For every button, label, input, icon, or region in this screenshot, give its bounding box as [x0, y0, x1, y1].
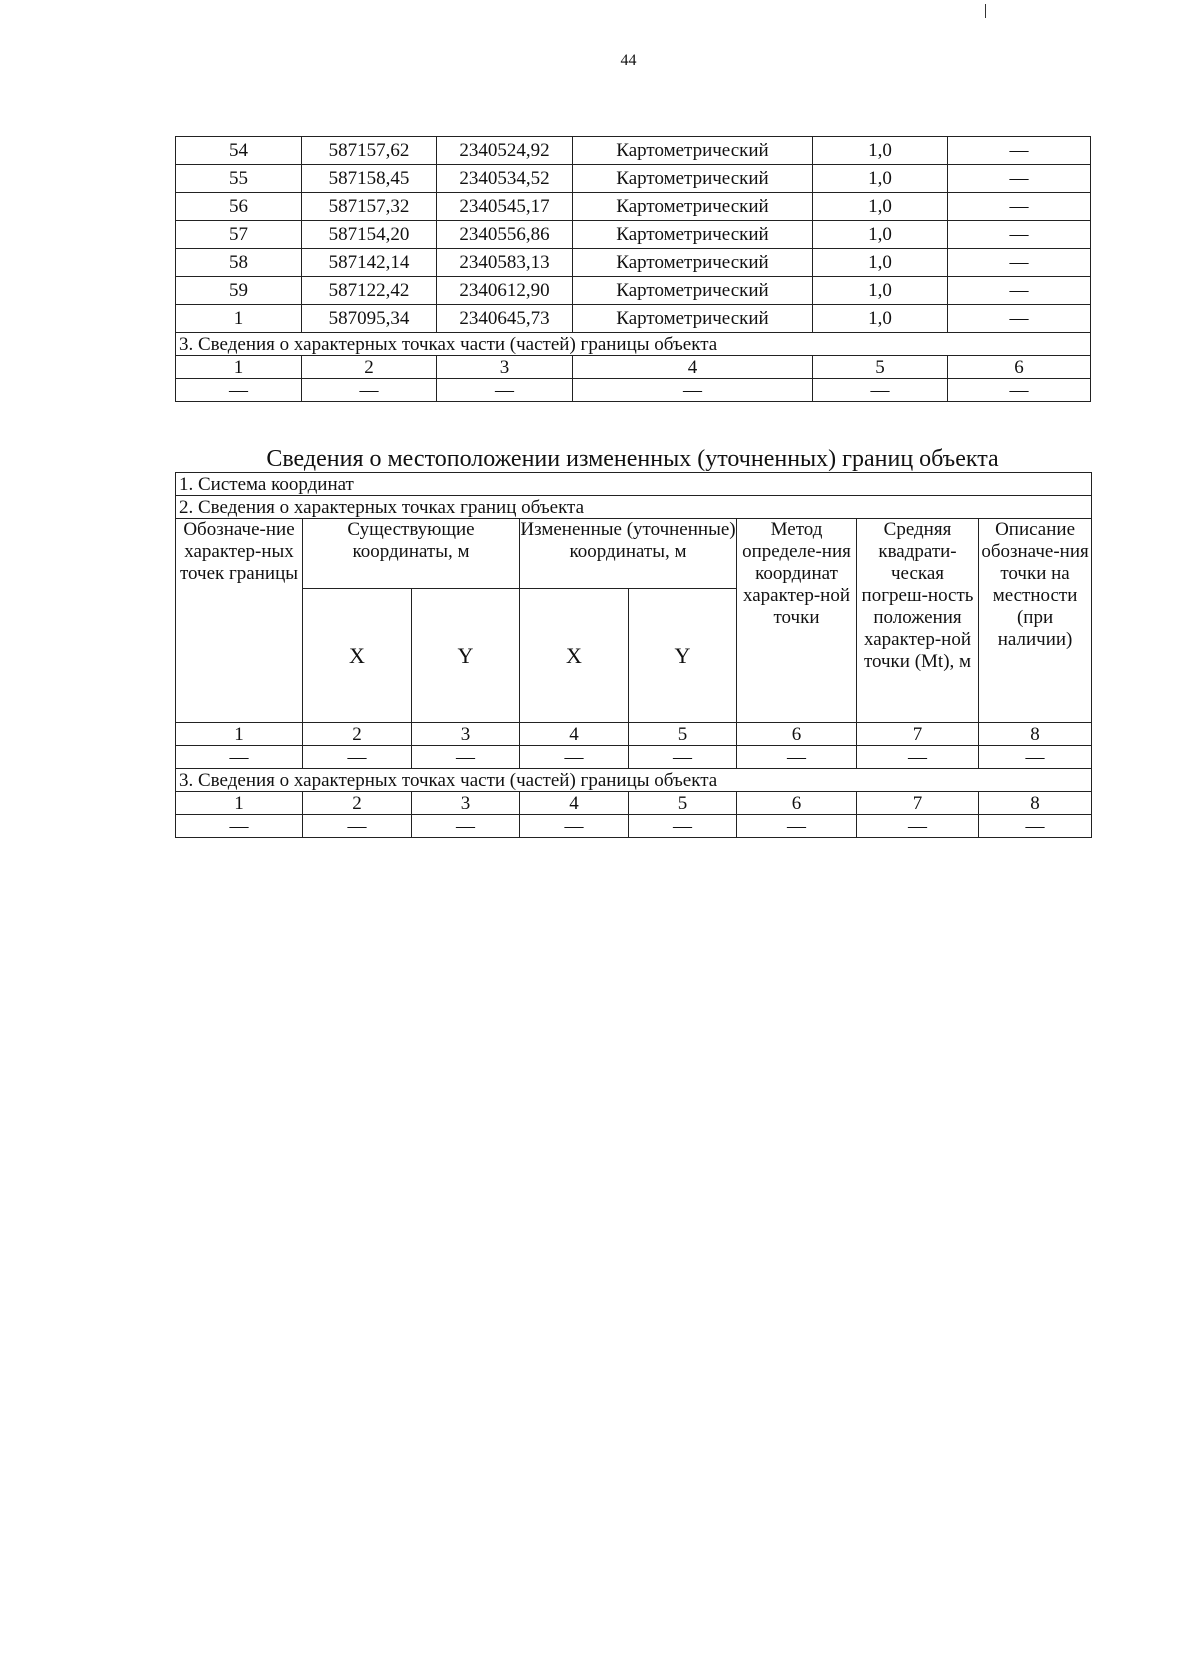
column-number: 4: [573, 356, 813, 379]
table-cell: 587157,62: [302, 137, 437, 165]
column-number: 5: [629, 723, 737, 746]
table-cell: 587095,34: [302, 305, 437, 333]
table-cell: 2340534,52: [437, 165, 573, 193]
header-changed-x: X: [520, 589, 629, 723]
column-number: 7: [857, 723, 979, 746]
column-number: 2: [302, 356, 437, 379]
column-number: 1: [176, 792, 303, 815]
header-method: Метод определе-ния координат характер-ной точки: [737, 519, 857, 723]
empty-cell: —: [520, 815, 629, 838]
table-row: [176, 137, 1091, 165]
header-existing-y: Y: [412, 589, 520, 723]
empty-cell: —: [303, 746, 412, 769]
table-cell: Картометрический: [573, 137, 813, 165]
table-cell: 58: [176, 249, 302, 277]
column-numbers-row: [176, 356, 1091, 379]
column-numbers-row: [176, 723, 1092, 746]
header-point-designation: Обозначе-ние характер-ных точек границы: [176, 519, 303, 723]
table-cell: —: [948, 165, 1091, 193]
table-cell: 1: [176, 305, 302, 333]
table-cell: Картометрический: [573, 193, 813, 221]
section2-title: 2. Сведения о характерных точках границ объекта: [176, 496, 1092, 519]
empty-cell: —: [629, 746, 737, 769]
empty-cell: —: [437, 379, 573, 402]
table-cell: —: [948, 221, 1091, 249]
table-cell: 2340545,17: [437, 193, 573, 221]
table-cell: —: [948, 277, 1091, 305]
section3-title: 3. Сведения о характерных точках части (частей) границы объекта: [176, 769, 1092, 792]
table-row: [176, 305, 1091, 333]
table-cell: 587122,42: [302, 277, 437, 305]
column-number: 6: [737, 723, 857, 746]
table-cell: 55: [176, 165, 302, 193]
section2-row: [176, 496, 1092, 519]
empty-cell: —: [857, 815, 979, 838]
table-row: [176, 249, 1091, 277]
table-row: [176, 193, 1091, 221]
empty-cell: —: [979, 746, 1092, 769]
table-cell: 2340645,73: [437, 305, 573, 333]
table-cell: —: [948, 249, 1091, 277]
empty-cell: —: [948, 379, 1091, 402]
table-cell: Картометрический: [573, 277, 813, 305]
table-cell: —: [948, 137, 1091, 165]
column-number: 1: [176, 723, 303, 746]
table-row: [176, 221, 1091, 249]
column-number: 5: [813, 356, 948, 379]
column-number: 2: [303, 792, 412, 815]
table-cell: 1,0: [813, 305, 948, 333]
table-cell: 2340524,92: [437, 137, 573, 165]
header-mean-error: Средняя квадрати-ческая погреш-ность положения характер-ной точки (Mt), м: [857, 519, 979, 723]
header-changed-coords: Измененные (уточненные) координаты, м: [520, 519, 737, 589]
coordinate-system-row: [176, 473, 1092, 496]
table-cell: 1,0: [813, 249, 948, 277]
header-existing-x: X: [303, 589, 412, 723]
empty-cell: —: [176, 379, 302, 402]
empty-cell: —: [737, 746, 857, 769]
empty-cell: —: [412, 746, 520, 769]
section3-title: 3. Сведения о характерных точках части (частей) границы объекта: [176, 333, 1091, 356]
section3-row: [176, 333, 1091, 356]
section3-column-numbers-row: [176, 792, 1092, 815]
column-number: 2: [303, 723, 412, 746]
table-cell: 56: [176, 193, 302, 221]
table-cell: 54: [176, 137, 302, 165]
empty-cell: —: [303, 815, 412, 838]
empty-cell: —: [520, 746, 629, 769]
column-number: 4: [520, 792, 629, 815]
table-cell: Картометрический: [573, 305, 813, 333]
empty-cell: —: [629, 815, 737, 838]
table-cell: —: [948, 305, 1091, 333]
header-description: Описание обозначе-ния точки на местности (при наличии): [979, 519, 1092, 723]
column-number: 8: [979, 723, 1092, 746]
section3-row: [176, 769, 1092, 792]
header-changed-y: Y: [629, 589, 737, 723]
table-cell: 587154,20: [302, 221, 437, 249]
table-cell: 1,0: [813, 193, 948, 221]
section-heading: Сведения о местоположении измененных (уточненных) границ объекта: [266, 446, 999, 472]
empty-row: [176, 379, 1091, 402]
table-cell: 57: [176, 221, 302, 249]
column-number: 4: [520, 723, 629, 746]
table-cell: 2340583,13: [437, 249, 573, 277]
column-number: 8: [979, 792, 1092, 815]
empty-row: [176, 746, 1092, 769]
empty-cell: —: [302, 379, 437, 402]
empty-cell: —: [979, 815, 1092, 838]
table-row: [176, 165, 1091, 193]
empty-cell: —: [412, 815, 520, 838]
table-cell: 1,0: [813, 137, 948, 165]
empty-cell: —: [813, 379, 948, 402]
table-cell: 587157,32: [302, 193, 437, 221]
table-cell: 2340556,86: [437, 221, 573, 249]
table-cell: Картометрический: [573, 221, 813, 249]
page-number: 44: [620, 52, 637, 69]
column-number: 3: [437, 356, 573, 379]
table-cell: 1,0: [813, 165, 948, 193]
empty-cell: —: [573, 379, 813, 402]
table-cell: 1,0: [813, 277, 948, 305]
table-cell: 59: [176, 277, 302, 305]
table-cell: 1,0: [813, 221, 948, 249]
column-number: 1: [176, 356, 302, 379]
empty-cell: —: [737, 815, 857, 838]
changed-boundaries-table: [175, 472, 1092, 838]
empty-cell: —: [176, 815, 303, 838]
boundary-points-table: [175, 136, 1091, 402]
column-number: 3: [412, 792, 520, 815]
empty-cell: —: [176, 746, 303, 769]
column-number: 7: [857, 792, 979, 815]
scan-edge-mark: [985, 4, 986, 18]
table-cell: Картометрический: [573, 249, 813, 277]
empty-cell: —: [857, 746, 979, 769]
table-cell: 2340612,90: [437, 277, 573, 305]
header-row: [176, 519, 1092, 589]
table-row: [176, 277, 1091, 305]
section3-empty-row: [176, 815, 1092, 838]
header-existing-coords: Существующие координаты, м: [303, 519, 520, 589]
table-cell: —: [948, 193, 1091, 221]
coordinate-system-label: 1. Система координат: [176, 473, 1092, 496]
table-cell: 587158,45: [302, 165, 437, 193]
column-number: 5: [629, 792, 737, 815]
column-number: 6: [948, 356, 1091, 379]
column-number: 3: [412, 723, 520, 746]
table-cell: Картометрический: [573, 165, 813, 193]
column-number: 6: [737, 792, 857, 815]
table-cell: 587142,14: [302, 249, 437, 277]
